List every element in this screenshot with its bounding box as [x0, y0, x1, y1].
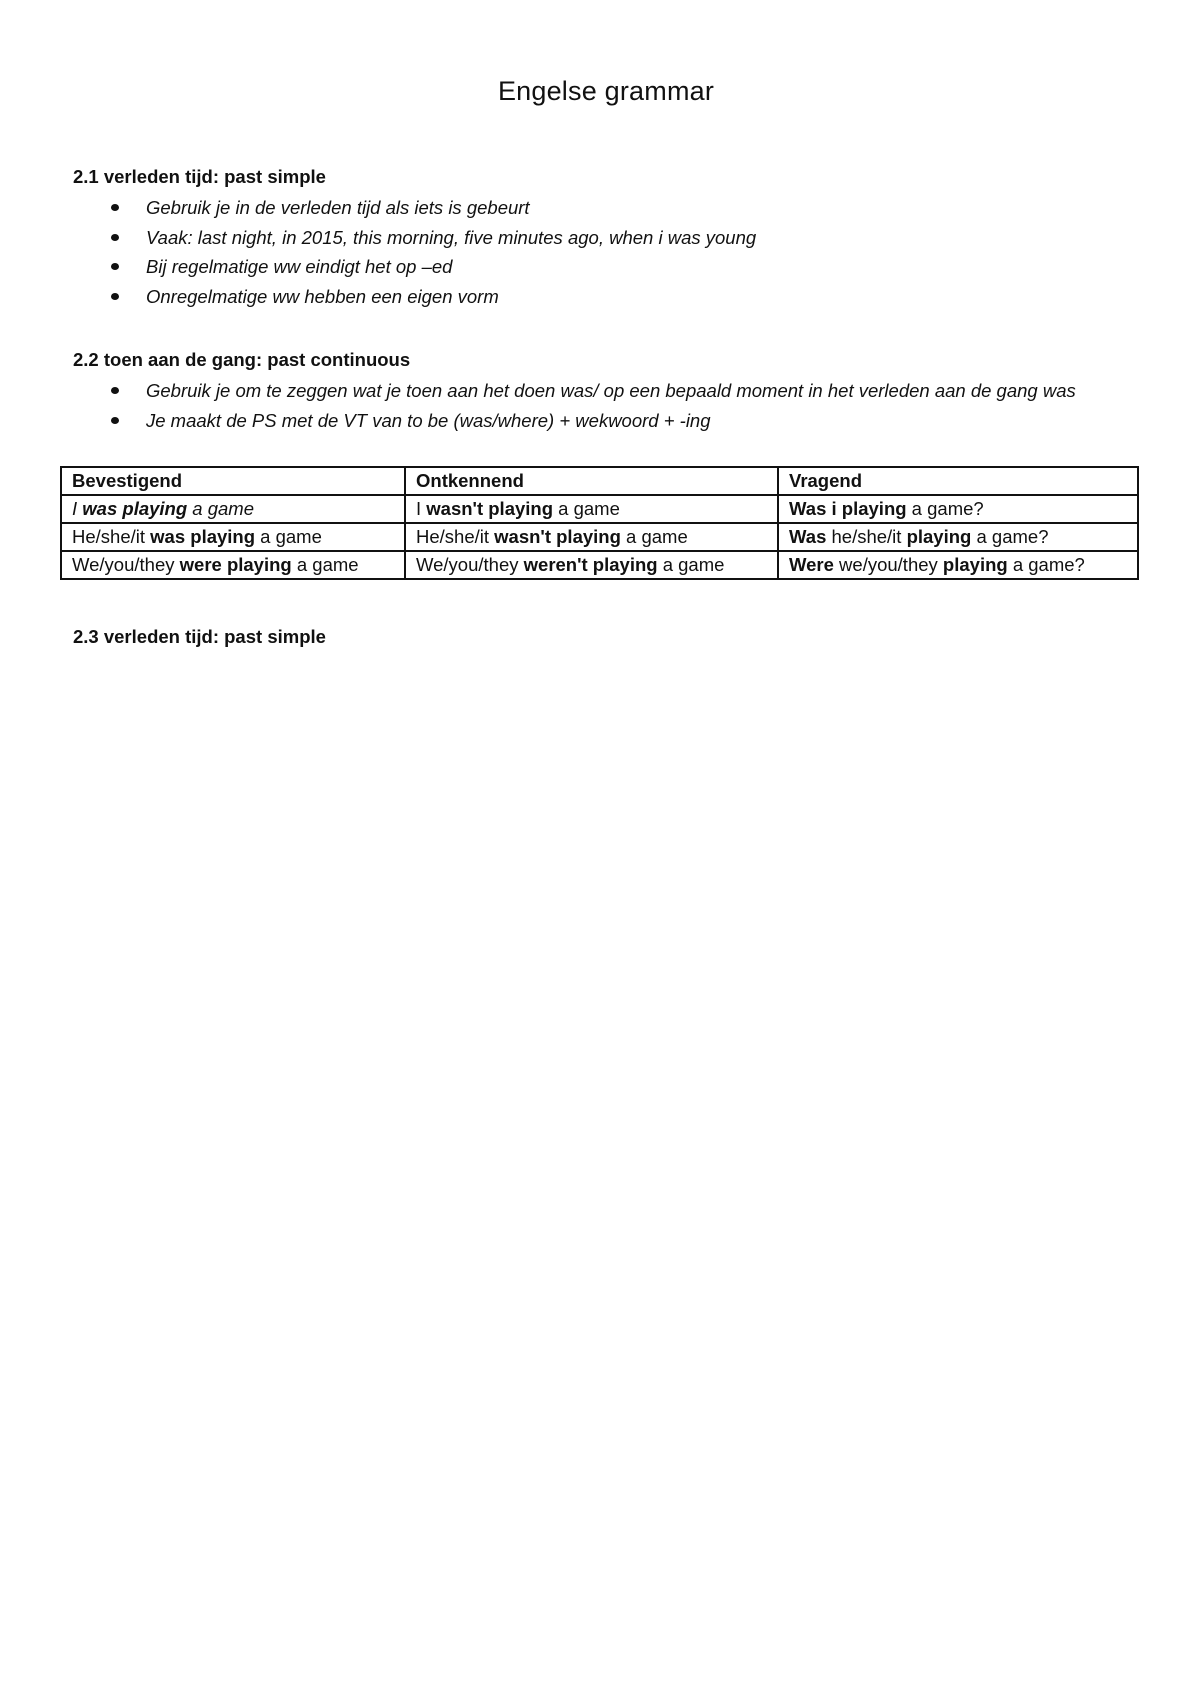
- table-cell-ontkennend: [405, 523, 778, 551]
- bullet-icon: [111, 263, 119, 270]
- table-row: [61, 523, 1138, 551]
- table-cell-vragend: [778, 551, 1138, 579]
- cell-text-object: a game: [255, 526, 322, 547]
- cell-text-subject: We/you/they: [72, 554, 180, 575]
- column-header-bevestigend: Bevestigend: [61, 467, 405, 495]
- list-item-text: Gebruik je om te zeggen wat je toen aan het doen was/ op een bepaald moment in het verleden aan de gang was: [146, 380, 1076, 401]
- cell-text-object: a game: [291, 554, 359, 575]
- past-continuous-table: [60, 466, 1139, 580]
- table-row: [61, 495, 1138, 523]
- list-item: [73, 376, 1143, 406]
- bullet-icon: [111, 234, 119, 241]
- list-item-text: Vaak: last night, in 2015, this morning, five minutes ago, when i was young: [146, 226, 757, 248]
- list-item-text: Onregelmatige ww hebben een eigen vorm: [146, 285, 499, 307]
- cell-text-object: a game: [187, 498, 255, 519]
- cell-text-verb: playing: [906, 526, 972, 547]
- cell-text-auxiliary: Was: [789, 526, 827, 547]
- section-2-1-bullet-list: [73, 193, 1143, 311]
- cell-text-object: a game?: [1007, 554, 1085, 575]
- table-cell-bevestigend: [61, 523, 405, 551]
- list-item: [73, 223, 1143, 253]
- section-heading-2-1: 2.1 verleden tijd: past simple: [73, 166, 326, 187]
- table-cell-bevestigend: [61, 495, 405, 523]
- column-header-ontkennend: Ontkennend: [405, 467, 778, 495]
- cell-text-subject: He/she/it: [416, 526, 495, 547]
- bullet-icon: [111, 387, 119, 394]
- cell-text-subject: he/she/it: [826, 526, 907, 547]
- cell-text-auxiliary: Were: [789, 554, 834, 575]
- list-item: [73, 406, 1143, 436]
- cell-text-verb: wasn't playing: [426, 498, 554, 519]
- cell-text-subject: We/you/they: [416, 554, 524, 575]
- cell-text-verb: was playing: [82, 498, 188, 519]
- column-header-vragend: Vragend: [778, 467, 1138, 495]
- table-header-row: [61, 467, 1138, 495]
- cell-text-verb: playing: [841, 498, 907, 519]
- cell-text-subject: I: [416, 498, 427, 519]
- bullet-icon: [111, 204, 119, 211]
- cell-text-auxiliary: Was i: [789, 498, 842, 519]
- cell-text-verb: weren't playing: [523, 554, 658, 575]
- cell-text-verb: playing: [942, 554, 1008, 575]
- list-item-text: Bij regelmatige ww eindigt het op –ed: [146, 256, 453, 277]
- bullet-icon: [111, 293, 119, 300]
- section-2-2-bullet-list: [73, 376, 1143, 435]
- list-item-text: Je maakt de PS met de VT van to be (was/where) + wekwoord + -ing: [146, 409, 711, 431]
- cell-text-object: a game?: [971, 526, 1049, 547]
- table-row: [61, 551, 1138, 579]
- table-cell-vragend: [778, 495, 1138, 523]
- cell-text-object: a game?: [906, 498, 984, 519]
- cell-text-verb: was playing: [150, 526, 256, 547]
- list-item: [73, 252, 1143, 282]
- cell-text-verb: wasn't playing: [494, 526, 621, 547]
- table-cell-bevestigend: [61, 551, 405, 579]
- list-item: [73, 282, 1143, 312]
- table-cell-ontkennend: [405, 495, 778, 523]
- bullet-icon: [111, 417, 119, 424]
- table-cell-vragend: [778, 523, 1138, 551]
- cell-text-object: a game: [553, 498, 620, 519]
- cell-text-subject: I: [72, 498, 83, 519]
- cell-text-subject: He/she/it: [72, 526, 151, 547]
- section-heading-2-3: 2.3 verleden tijd: past simple: [73, 626, 326, 647]
- list-item: [73, 193, 1143, 223]
- document-title: Engelse grammar: [497, 76, 715, 106]
- cell-text-object: a game: [620, 526, 688, 547]
- list-item-text: Gebruik je in de verleden tijd als iets is gebeurt: [146, 197, 530, 218]
- cell-text-verb: were playing: [179, 554, 292, 575]
- section-heading-2-2: 2.2 toen aan de gang: past continuous: [73, 349, 411, 370]
- table-cell-ontkennend: [405, 551, 778, 579]
- cell-text-object: a game: [657, 554, 725, 575]
- cell-text-subject: we/you/they: [833, 554, 943, 575]
